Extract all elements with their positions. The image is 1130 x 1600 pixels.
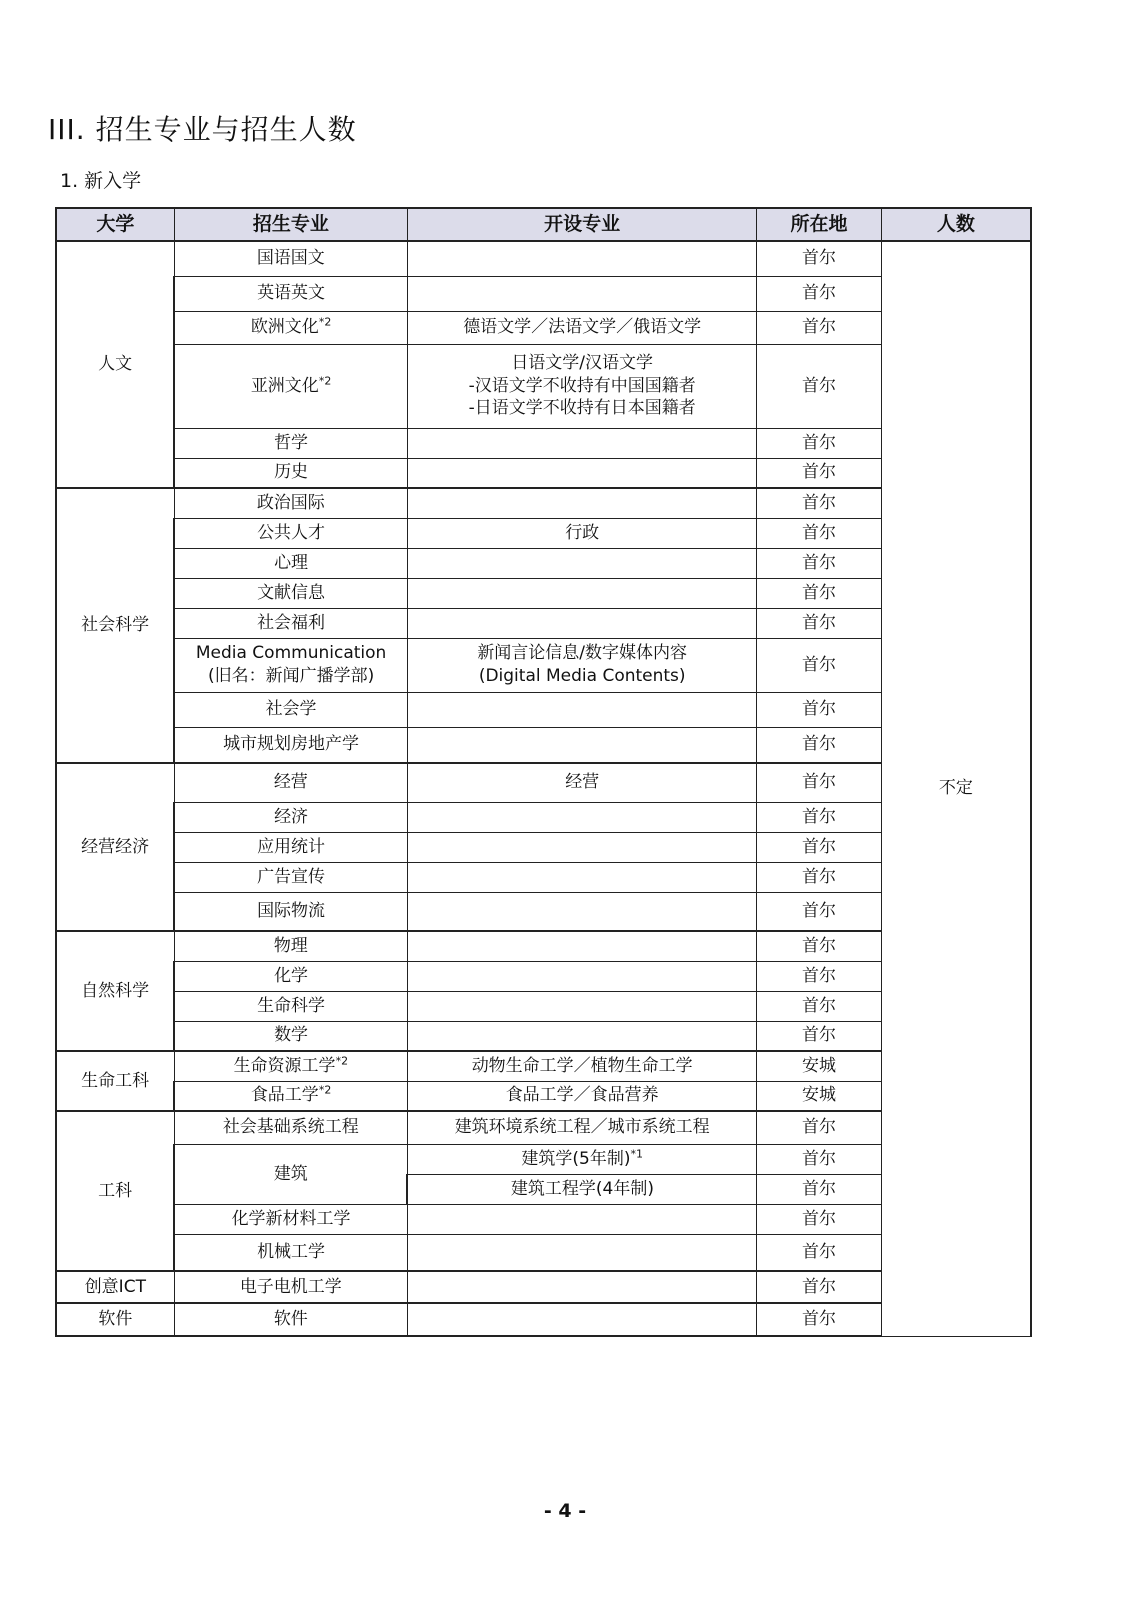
college-cell: 经营经济 xyxy=(56,763,174,931)
sub-major-line: 建筑工程学(4年制) xyxy=(510,1178,654,1199)
sub-major-cell xyxy=(407,832,756,862)
major-name: 历史 xyxy=(274,462,309,483)
major-name: 社会基础系统工程 xyxy=(222,1117,359,1138)
sub-major-line xyxy=(412,1148,752,1171)
sub-major-cell xyxy=(407,892,756,931)
sub-major-cell xyxy=(407,991,756,1021)
major-cell xyxy=(174,892,407,931)
footnote-mark: *2 xyxy=(318,1083,332,1097)
sub-major-text: 建筑学(5年制) xyxy=(521,1148,631,1169)
major-cell xyxy=(174,727,407,763)
count-cell: 不定 xyxy=(881,241,1031,1336)
sub-major-line: -日语文学不收持有日本国籍者 xyxy=(468,398,696,419)
major-name: 应用统计 xyxy=(257,836,326,857)
sub-major-cell xyxy=(407,344,756,428)
sub-major-cell xyxy=(407,1081,756,1111)
footnote-mark: *2 xyxy=(318,373,332,387)
major-cell xyxy=(174,1051,407,1081)
table-row xyxy=(56,241,1031,276)
location-cell: 首尔 xyxy=(757,458,881,488)
major-name: 政治国际 xyxy=(256,492,325,513)
sub-major-cell xyxy=(407,763,756,802)
major-name: 英语英文 xyxy=(257,283,326,304)
sub-major-line: (Digital Media Contents) xyxy=(478,666,686,686)
major-cell xyxy=(174,1111,407,1144)
major-name: 化学新材料工学 xyxy=(231,1208,351,1229)
header-college: 大学 xyxy=(56,208,174,241)
college-cell: 社会科学 xyxy=(56,488,174,763)
footnote-mark: *1 xyxy=(630,1146,643,1160)
major-name: 国语国文 xyxy=(256,248,325,269)
sub-major-cell xyxy=(407,608,756,638)
location-cell: 首尔 xyxy=(757,518,881,548)
sub-major-cell xyxy=(407,638,756,692)
location-cell: 首尔 xyxy=(757,862,881,892)
location-cell: 首尔 xyxy=(757,1204,881,1234)
header-sub-major: 开设专业 xyxy=(407,208,756,241)
major-name: 亚洲文化 xyxy=(250,375,319,396)
major-name: 经济 xyxy=(274,806,309,827)
location-cell: 首尔 xyxy=(757,311,881,344)
location-cell: 首尔 xyxy=(757,832,881,862)
location-cell: 首尔 xyxy=(757,578,881,608)
sub-major-cell xyxy=(407,241,756,276)
location-cell: 首尔 xyxy=(757,344,881,428)
major-cell xyxy=(174,802,407,832)
table-body xyxy=(56,241,1031,1336)
location-cell: 首尔 xyxy=(757,1021,881,1051)
location-cell: 首尔 xyxy=(757,1303,881,1336)
sub-major-line: 建筑环境系统工程／城市系统工程 xyxy=(454,1117,710,1138)
sub-major-cell xyxy=(407,1144,756,1174)
location-cell: 首尔 xyxy=(757,428,881,458)
major-name: 广告宣传 xyxy=(257,866,326,887)
major-name: 建筑 xyxy=(273,1163,308,1184)
major-name: 公共人才 xyxy=(257,522,326,543)
major-name: 欧洲文化 xyxy=(250,317,319,338)
major-cell xyxy=(174,344,407,428)
major-cell xyxy=(174,578,407,608)
location-cell: 首尔 xyxy=(757,931,881,961)
major-cell xyxy=(174,276,407,311)
major-name: 物理 xyxy=(273,935,308,956)
college-cell: 工科 xyxy=(56,1111,174,1271)
location-cell: 首尔 xyxy=(757,1111,881,1144)
major-name: 数学 xyxy=(274,1025,309,1046)
sub-major-cell xyxy=(407,862,756,892)
major-name: 生命资源工学 xyxy=(233,1055,336,1076)
sub-major-cell xyxy=(407,961,756,991)
sub-major-cell xyxy=(407,931,756,961)
sub-major-line: 食品工学／食品营养 xyxy=(505,1085,659,1106)
sub-major-cell xyxy=(407,1111,756,1144)
sub-major-line: 日语文学/汉语文学 xyxy=(511,352,654,373)
major-name: 社会学 xyxy=(265,699,317,720)
location-cell: 安城 xyxy=(757,1081,881,1111)
location-cell: 首尔 xyxy=(757,488,881,518)
location-cell: 首尔 xyxy=(757,763,881,802)
location-cell: 首尔 xyxy=(757,802,881,832)
admission-table xyxy=(55,207,1032,1337)
major-cell xyxy=(174,608,407,638)
major-name: 社会福利 xyxy=(257,612,326,633)
location-cell: 首尔 xyxy=(757,1271,881,1303)
sub-major-cell xyxy=(407,518,756,548)
sub-major-cell xyxy=(407,1303,756,1336)
sub-major-line: 行政 xyxy=(565,522,600,543)
major-cell xyxy=(174,692,407,727)
major-cell xyxy=(174,991,407,1021)
major-cell xyxy=(174,1234,407,1271)
sub-major-cell xyxy=(407,548,756,578)
sub-major-cell xyxy=(407,578,756,608)
major-name: 生命科学 xyxy=(257,995,326,1016)
footnote-mark: *2 xyxy=(335,1054,349,1068)
sub-major-cell xyxy=(407,1234,756,1271)
sub-major-line: 新闻言论信息/数字媒体内容 xyxy=(477,643,688,664)
major-cell xyxy=(174,518,407,548)
major-cell xyxy=(174,862,407,892)
sub-major-cell xyxy=(407,276,756,311)
major-cell xyxy=(174,311,407,344)
college-cell: 自然科学 xyxy=(56,931,174,1051)
major-name: Media Communication xyxy=(195,643,387,664)
footnote-mark: *2 xyxy=(318,315,332,329)
header-count: 人数 xyxy=(881,208,1031,241)
major-cell xyxy=(174,1303,407,1336)
major-name: 机械工学 xyxy=(257,1241,326,1262)
major-cell xyxy=(174,931,407,961)
page-title: III. 招生专业与招生人数 xyxy=(48,113,357,146)
major-cell xyxy=(174,241,407,276)
major-cell xyxy=(174,1021,407,1051)
major-cell xyxy=(174,488,407,518)
sub-major-cell xyxy=(407,1021,756,1051)
page-number: - 4 - xyxy=(543,1500,587,1522)
college-cell: 生命工科 xyxy=(56,1051,174,1111)
college-cell: 创意ICT xyxy=(56,1271,174,1303)
location-cell: 首尔 xyxy=(757,276,881,311)
location-cell: 首尔 xyxy=(757,961,881,991)
sub-major-cell xyxy=(407,727,756,763)
major-name: 软件 xyxy=(273,1309,308,1330)
sub-major-line: -汉语文学不收持有中国国籍者 xyxy=(468,375,696,396)
major-cell xyxy=(174,428,407,458)
location-cell: 安城 xyxy=(757,1051,881,1081)
location-cell: 首尔 xyxy=(757,1174,881,1204)
major-cell xyxy=(174,1144,407,1204)
location-cell: 首尔 xyxy=(757,608,881,638)
sub-major-cell xyxy=(407,488,756,518)
location-cell: 首尔 xyxy=(757,892,881,931)
major-name: 城市规划房地产学 xyxy=(223,734,360,755)
sub-major-cell xyxy=(407,802,756,832)
sub-major-line: 经营 xyxy=(565,772,600,793)
major-name: 心理 xyxy=(274,552,309,573)
major-cell xyxy=(174,638,407,692)
major-name: 文献信息 xyxy=(257,582,326,603)
sub-major-cell xyxy=(407,311,756,344)
college-cell: 软件 xyxy=(56,1303,174,1336)
location-cell: 首尔 xyxy=(757,241,881,276)
major-name: 化学 xyxy=(274,965,309,986)
major-name: 国际物流 xyxy=(257,900,326,921)
major-cell xyxy=(174,961,407,991)
major-cell xyxy=(174,458,407,488)
major-cell xyxy=(174,763,407,802)
sub-major-cell xyxy=(407,692,756,727)
major-cell xyxy=(174,1271,407,1303)
major-cell xyxy=(174,832,407,862)
location-cell: 首尔 xyxy=(757,1144,881,1174)
location-cell: 首尔 xyxy=(757,727,881,763)
sub-major-cell xyxy=(407,458,756,488)
major-cell xyxy=(174,1081,407,1111)
major-former-name: (旧名：新闻广播学部) xyxy=(207,666,375,686)
major-cell xyxy=(174,1204,407,1234)
major-name: 经营 xyxy=(273,772,308,793)
major-name: 哲学 xyxy=(274,432,309,453)
major-cell xyxy=(174,548,407,578)
location-cell: 首尔 xyxy=(757,548,881,578)
location-cell: 首尔 xyxy=(757,638,881,692)
sub-major-cell xyxy=(407,1204,756,1234)
location-cell: 首尔 xyxy=(757,991,881,1021)
section-title: 1. 新入学 xyxy=(60,170,142,192)
college-cell: 人文 xyxy=(56,241,174,488)
sub-major-cell xyxy=(407,1174,756,1204)
header-major: 招生专业 xyxy=(174,208,407,241)
table-header-row xyxy=(56,208,1031,241)
sub-major-line: 动物生命工学／植物生命工学 xyxy=(471,1055,693,1076)
header-location: 所在地 xyxy=(757,208,881,241)
sub-major-line: 德语文学／法语文学／俄语文学 xyxy=(463,317,702,338)
location-cell: 首尔 xyxy=(757,1234,881,1271)
sub-major-cell xyxy=(407,428,756,458)
major-name: 电子电机工学 xyxy=(239,1276,342,1297)
sub-major-cell xyxy=(407,1051,756,1081)
sub-major-cell xyxy=(407,1271,756,1303)
location-cell: 首尔 xyxy=(757,692,881,727)
major-name: 食品工学 xyxy=(250,1085,319,1106)
